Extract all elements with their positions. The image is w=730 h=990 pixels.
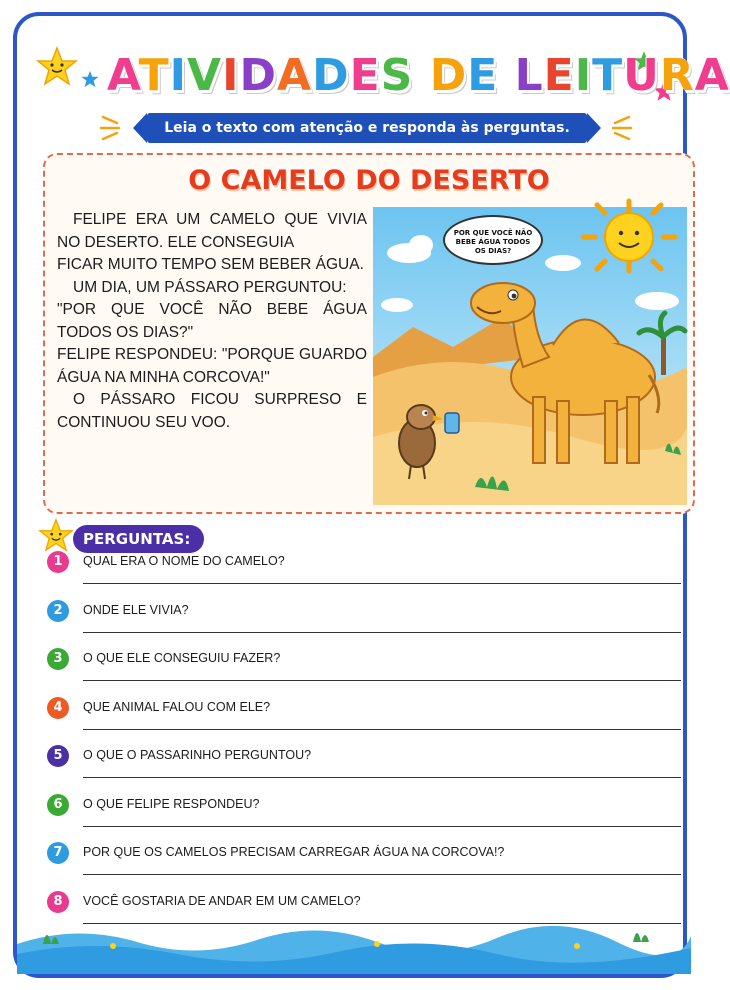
sparkle-icon bbox=[607, 113, 633, 143]
question-item bbox=[47, 600, 687, 648]
question-item bbox=[47, 697, 687, 745]
story-paragraph: FICAR MUITO TEMPO SEM BEBER ÁGUA. bbox=[57, 256, 364, 273]
question-item bbox=[47, 551, 687, 599]
speech-bubble: POR QUE VOCÊ NÃO BEBE ÁGUA TODOS OS DIAS? bbox=[443, 215, 543, 265]
answer-line[interactable] bbox=[83, 874, 681, 875]
question-text: O QUE ELE CONSEGUIU FAZER? bbox=[83, 651, 281, 665]
story-title: O CAMELO DO DESERTO bbox=[188, 165, 550, 196]
title-letter: E bbox=[467, 50, 499, 101]
title-letter: E bbox=[543, 50, 575, 101]
question-text: O QUE FELIPE RESPONDEU? bbox=[83, 796, 260, 811]
question-item bbox=[47, 648, 687, 696]
question-text: QUE ANIMAL FALOU COM ELE? bbox=[83, 699, 271, 714]
title-letter: T bbox=[138, 50, 170, 101]
question-number-badge: 7 bbox=[47, 842, 69, 864]
title-letter: I bbox=[222, 50, 240, 101]
answer-line[interactable] bbox=[83, 777, 681, 778]
instructions-banner: Leia o texto com atenção e responda às perguntas. bbox=[147, 113, 587, 143]
water-wave-decoration bbox=[17, 914, 691, 974]
question-text: QUAL ERA O NOME DO CAMELO? bbox=[83, 554, 285, 568]
camel-illustration bbox=[373, 207, 687, 505]
worksheet-frame bbox=[13, 12, 730, 978]
answer-line[interactable] bbox=[83, 680, 681, 681]
title-letter: A bbox=[277, 50, 313, 101]
title-letter: S bbox=[380, 50, 414, 101]
title-letter: A bbox=[694, 50, 730, 101]
question-number-badge: 3 bbox=[47, 648, 69, 670]
answer-line[interactable] bbox=[83, 729, 681, 730]
title-letter: U bbox=[623, 50, 660, 101]
question-text: VOCÊ GOSTARIA DE ANDAR EM UM CAMELO? bbox=[83, 893, 361, 908]
title-letter: L bbox=[514, 50, 544, 101]
answer-line[interactable] bbox=[83, 583, 681, 584]
title-letter bbox=[413, 50, 429, 101]
title-letter: A bbox=[107, 50, 139, 101]
star-icon bbox=[39, 518, 73, 552]
page-title bbox=[107, 44, 730, 108]
story-paragraph: O PÁSSARO FICOU SURPRESO E CONTINUOU SEU VOO. bbox=[57, 391, 367, 431]
story-text bbox=[57, 209, 367, 434]
question-number-badge: 2 bbox=[47, 600, 69, 622]
story-paragraph: "POR QUE VOCÊ NÃO BEBE ÁGUA TODOS OS DIAS?" bbox=[57, 301, 367, 341]
question-text: ONDE ELE VIVIA? bbox=[83, 602, 189, 617]
title-letter: I bbox=[169, 50, 188, 101]
title-letter: D bbox=[312, 50, 350, 101]
question-number-badge: 4 bbox=[47, 697, 69, 719]
title-letter: V bbox=[187, 50, 223, 101]
star-icon bbox=[81, 70, 99, 88]
question-text: POR QUE OS CAMELOS PRECISAM CARREGAR ÁGUA NA CORCOVA!? bbox=[83, 845, 505, 859]
title-letter bbox=[498, 50, 514, 101]
title-letter: E bbox=[349, 50, 381, 101]
question-number-badge: 6 bbox=[47, 794, 69, 816]
question-item bbox=[47, 842, 687, 890]
story-box bbox=[43, 153, 695, 514]
star-icon bbox=[37, 46, 77, 86]
title-letter: D bbox=[239, 50, 277, 101]
sparkle-icon bbox=[99, 113, 125, 143]
question-item bbox=[47, 745, 687, 793]
answer-line[interactable] bbox=[83, 826, 681, 827]
title-letter: I bbox=[574, 50, 593, 101]
question-number-badge: 8 bbox=[47, 891, 69, 913]
questions-header: PERGUNTAS: bbox=[73, 525, 204, 553]
title-letter: D bbox=[429, 50, 468, 101]
title-letter: R bbox=[659, 50, 695, 101]
question-item bbox=[47, 794, 687, 842]
answer-line[interactable] bbox=[83, 632, 681, 633]
question-number-badge: 1 bbox=[47, 551, 69, 573]
story-paragraph: FELIPE RESPONDEU: "PORQUE GUARDO ÁGUA NA MINHA CORCOVA!" bbox=[57, 346, 367, 386]
story-paragraph: UM DIA, UM PÁSSARO PERGUNTOU: bbox=[73, 278, 347, 296]
question-number-badge: 5 bbox=[47, 745, 69, 767]
story-paragraph: FELIPE ERA UM CAMELO QUE VIVIA NO DESERTO. ELE CONSEGUIA bbox=[57, 211, 367, 251]
title-letter: T bbox=[592, 50, 624, 101]
question-text: O QUE O PASSARINHO PERGUNTOU? bbox=[83, 748, 312, 762]
